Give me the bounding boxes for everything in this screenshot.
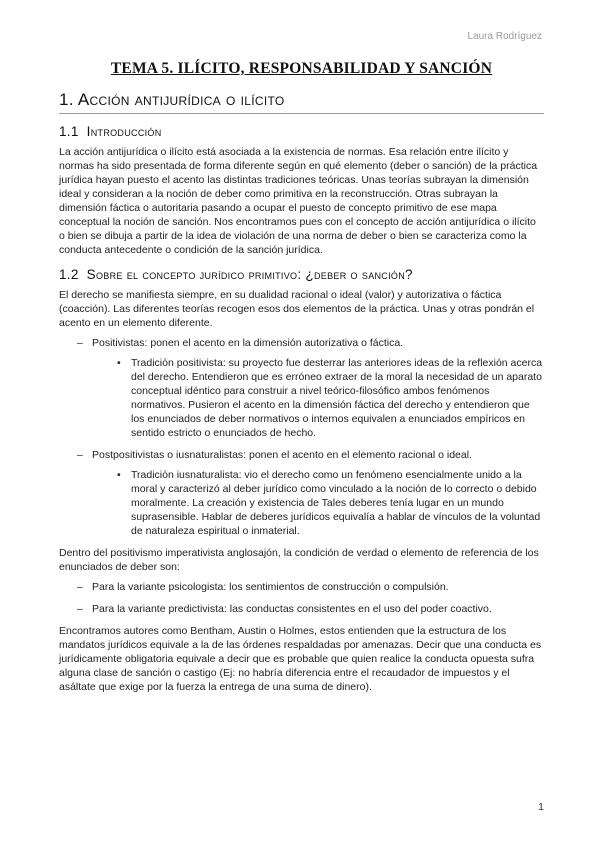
list-item-tradicion-positivista [59,356,544,440]
section-1-number: 1. [59,90,74,109]
list-item-text: Para la variante psicologista: los sentimientos de construcción o compulsión. [92,581,449,593]
paragraph-introduction: La acción antijurídica o ilícito está asociada a la existencia de normas. Esa relación entre ilícito y normas ha sido presentada de forma diferente según en qué elemento (deber o sanción) de la práctica jurídica hayan puesto el acento las distintas tradiciones teóricas. Unas teorías subrayan la dimensión ideal y consideran a la noción de deber como primitiva en la reconstrucción. Otras subrayan la dimensión fáctica o autoritaria pasando a ocupar el puesto de concepto primitivo de ese mapa conceptual la noción de sanción. Nos encontramos pues con el concepto de acción antijurídica o ilícito o bien se dibuja a partir de la idea de violación de una norma de deber o bien se caracteriza como la conducta antecedente o condición de la sanción jurídica. [59,146,538,256]
subsection-1-1-title: Introducción [86,124,162,139]
list-item-variante-predictivista [59,602,544,616]
page-number: 1 [538,801,544,813]
list-item-tradicion-iusnaturalista [59,468,544,538]
subsection-1-1-heading [59,124,544,139]
dash-marker: – [77,581,83,593]
bullet-marker: • [117,469,121,481]
list-item-text: Tradición positivista: su proyecto fue desterrar las anteriores ideas de la reflexión acerca del derecho. Entendieron que es erróneo extraer de la moral la necesidad de un aparato conceptual idéntico para construir a nivel teórico-filosófico ambos fenómenos normativos. Pusieron el acento en la dimensión fáctica del derecho y entendieron que los enunciados de deber normativos o internos equivalen a enunciados empíricos en sentido estricto o enunciados de hecho. [131,357,543,439]
dash-marker: – [77,603,83,615]
subsection-1-1-number: 1.1 [59,124,79,139]
list-item-text: Postpositivistas o iusnaturalistas: ponen el acento en el elemento racional o ideal. [92,449,472,461]
list-item-text: Positivistas: ponen el acento en la dimensión autorizativa o fáctica. [92,337,404,349]
list-item-postpositivistas [59,448,544,462]
list-item-text: Tradición iusnaturalista: vio el derecho como un fenómeno esencialmente unido a la moral y caracterizó al deber jurídico como vinculado a la noción de lo correcto o debido moralmente. La creación y existencia de Tales deberes tenía lugar en un mundo suprasensible. Hablar de deberes jurídicos equivalía a hablar de vínculos de la voluntad de naturaleza espiritual o inmaterial. [131,469,541,537]
paragraph-autores: Encontramos autores como Bentham, Austin o Holmes, estos entienden que la estructura de los mandatos jurídicos equivale a la de las órdenes respaldadas por amenazas. Decir que una conducta es jurídicamente obligatoria equivale a decir que es probable que quien realice la conducta opuesta sufra alguna clase de sanción o castigo (Ej: no habría diferencia entre el recaudador de impuestos y el asáltate que exige por la fuerza la entrega de una suma de dinero). [59,625,542,693]
list-item-positivistas [59,336,544,350]
subsection-1-2-heading [59,267,544,282]
subsection-1-2-title: Sobre el concepto jurídico primitivo: ¿deber o sanción? [86,267,413,282]
variants-list [59,580,544,616]
document-title: TEMA 5. ILÍCITO, RESPONSABILIDAD Y SANCIÓN [110,60,493,77]
dash-marker: – [77,449,83,461]
section-1-heading [59,90,544,114]
theories-list [59,336,544,538]
bullet-marker: • [117,357,121,369]
dash-marker: – [77,337,83,349]
paragraph-derecho-dualidad: El derecho se manifiesta siempre, en su dualidad racional o ideal (valor) y autorizativa o fáctica (coacción). Las diferentes teorías recogen esos dos elementos de la práctica. Unas y otras pondrán el acento en un elemento diferente. [59,289,535,329]
document-page [59,60,544,700]
list-item-variante-psicologista [59,580,544,594]
section-1-title: Acción antijurídica o ilícito [77,90,285,109]
subsection-1-2-number: 1.2 [59,267,79,282]
list-item-text: Para la variante predictivista: las conductas consistentes en el uso del poder coactivo. [92,603,492,615]
paragraph-positivismo-imperativista: Dentro del positivismo imperativista anglosajón, la condición de verdad o elemento de referencia de los enunciados de deber son: [59,547,539,573]
header-author: Laura Rodríguez [467,31,542,42]
